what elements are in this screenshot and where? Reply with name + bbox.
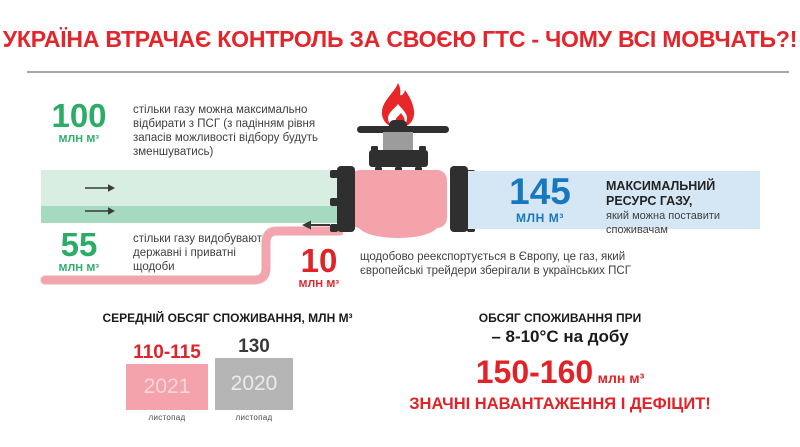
deficit-warning: ЗНАЧНІ НАВАНТАЖЕННЯ І ДЕФІЦИТ! (409, 395, 711, 413)
bar-value-2021: 110-115 (133, 342, 201, 363)
storage-description: стільки газу можна максимально відбирати з ПСГ (з падінням рівня запасів можливості відбору будуть зменшуватись) (133, 104, 319, 159)
valve-bolt (330, 170, 338, 178)
reexport-unit: МЛН М³ (298, 278, 340, 290)
max-resource-description: який можна поставити споживачам (606, 210, 721, 236)
forecast-temperature: – 8-10°С на добу (491, 327, 629, 346)
page-title: УКРАЇНА ВТРАЧАЄ КОНТРОЛЬ ЗА СВОЄЮ ГТС - ЧОМУ ВСІ МОВЧАТЬ?! (2, 26, 798, 52)
max-resource-unit: МЛН М³ (515, 211, 564, 225)
bar-year-2020: 2020 (230, 372, 278, 395)
flow-right-arrow-icon (85, 183, 115, 193)
storage-withdrawal-figure (38, 99, 120, 145)
valve-body-bulge (358, 212, 438, 238)
reexport-value: 10 (300, 242, 338, 279)
storage-unit: МЛН М³ (58, 133, 100, 145)
forecast-volume-value: 150-160 (475, 354, 594, 390)
reexport-description: щодобово реекспортується в Європу, це газ, який європейські трейдери зберігали в українських ПСГ (360, 251, 631, 278)
max-resource-figure (484, 173, 596, 225)
valve-top-flange (369, 150, 428, 167)
reexport-figure (281, 244, 357, 290)
max-resource-value: 145 (509, 171, 571, 212)
bar-value-2020: 130 (238, 336, 270, 357)
production-description: стільки газу видобувають державні і приватні щодоби (133, 233, 268, 274)
valve-bolt (330, 224, 338, 232)
production-value: 55 (60, 226, 98, 263)
valve-bolt (330, 198, 338, 206)
max-resource-title: МАКСИМАЛЬНИЙ РЕСУРС ГАЗУ, (606, 179, 716, 208)
bar-month-2021: листопад (148, 413, 186, 422)
consumption-chart-title: СЕРЕДНІЙ ОБСЯГ СПОЖИВАННЯ, МЛН М³ (102, 311, 353, 325)
bar-2021 (126, 364, 208, 410)
valve-left-flange (337, 166, 355, 232)
forecast-heading: ОБСЯГ СПОЖИВАННЯ ПРИ (478, 311, 642, 325)
valve-right-flange (450, 166, 468, 232)
forecast-volume (405, 354, 715, 391)
storage-value: 100 (51, 97, 107, 134)
production-unit: МЛН М³ (58, 262, 100, 274)
cold-weather-forecast (405, 311, 715, 431)
consumer-supply-band (468, 171, 760, 236)
forecast-volume-unit: млн м³ (597, 370, 645, 386)
bar-year-2021: 2021 (143, 375, 191, 398)
valve-bonnet (383, 132, 413, 152)
max-resource-label (606, 179, 756, 238)
title-divider (27, 71, 789, 73)
pipeline-valve-icon (325, 80, 480, 245)
bar-month-2020: листопад (235, 413, 273, 422)
bar-2020 (215, 358, 293, 410)
